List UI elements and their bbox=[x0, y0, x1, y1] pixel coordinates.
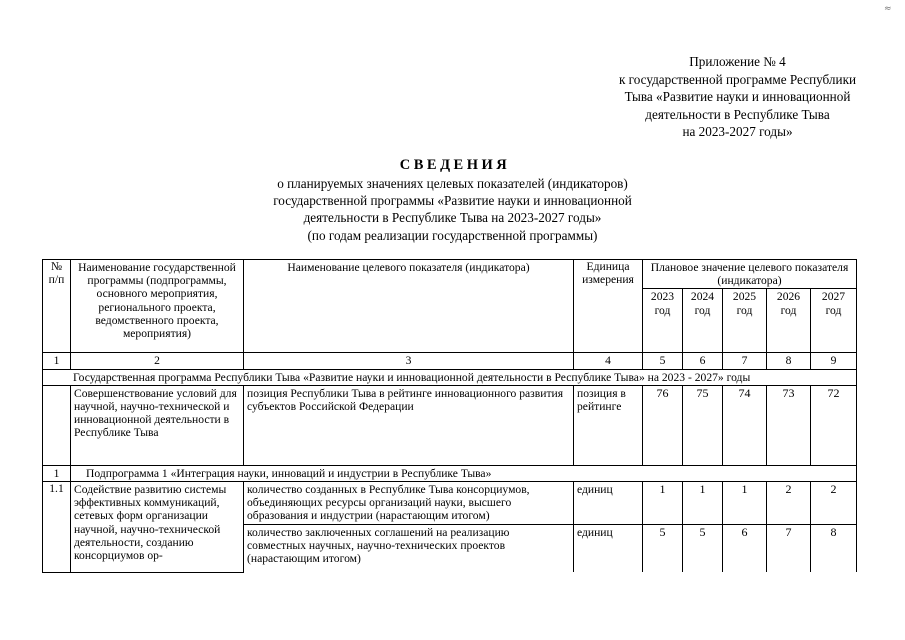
indicator-value: 2 bbox=[811, 482, 857, 525]
appendix-line: к государственной программе Республики bbox=[618, 71, 857, 87]
column-number: 9 bbox=[811, 353, 857, 369]
program-indicator-unit: позиция в рейтинге bbox=[574, 385, 643, 465]
program-title: Государственная программа Республики Тыва «Развитие науки и инновационной деятельности в Республике Тыва» на 2023 - 2027» годы bbox=[43, 369, 857, 385]
header-program: Наименование государственной программы (подпрограммы, основного мероприятия, регионального проекта, ведомственного проекта, мероприятия) bbox=[71, 260, 244, 353]
indicators-table bbox=[42, 259, 857, 573]
header-unit: Единица измерения bbox=[574, 260, 643, 353]
column-number: 5 bbox=[643, 353, 683, 369]
indicator-value: 1 bbox=[723, 482, 767, 525]
subprogram-title: Подпрограмма 1 «Интеграция науки, инноваций и индустрии в Республике Тыва» bbox=[71, 465, 857, 481]
column-number: 1 bbox=[43, 353, 71, 369]
indicator-value: 6 bbox=[723, 524, 767, 572]
program-indicator-num bbox=[43, 385, 71, 465]
subprogram-row bbox=[43, 465, 857, 481]
column-number: 8 bbox=[767, 353, 811, 369]
event-indicator: количество заключенных соглашений на реализацию совместных научных, научно-технических проектов (нарастающим итогом) bbox=[244, 524, 574, 572]
appendix-line: Тыва «Развитие науки и инновационной bbox=[624, 89, 851, 104]
indicator-value: 1 bbox=[683, 482, 723, 525]
indicator-value: 7 bbox=[767, 524, 811, 572]
column-numbers-row bbox=[43, 353, 857, 369]
document-subtitle bbox=[150, 175, 755, 244]
program-indicator-name: Совершенствование условий для научной, научно-технической и инновационной деятельности в Республике Тыва bbox=[71, 385, 244, 465]
program-indicator-row bbox=[43, 385, 857, 465]
indicator-value: 8 bbox=[811, 524, 857, 572]
event-indicator: количество созданных в Республике Тыва консорциумов, объединяющих ресурсы организаций науки, высшего образования и индустрии (нарастающим итогом) bbox=[244, 482, 574, 525]
scan-mark: ≈ bbox=[884, 4, 892, 14]
column-number: 4 bbox=[574, 353, 643, 369]
header-year: 2025 год bbox=[723, 289, 767, 353]
subtitle-line: государственной программы «Развитие науки и инновационной bbox=[273, 193, 632, 209]
event-indicator-unit: единиц bbox=[574, 524, 643, 572]
appendix-line: деятельности в Республике Тыва bbox=[645, 106, 830, 122]
appendix-line: на 2023-2027 годы» bbox=[682, 124, 793, 139]
column-number: 3 bbox=[244, 353, 574, 369]
document-title: СВЕДЕНИЯ bbox=[399, 157, 511, 173]
indicator-value: 5 bbox=[683, 524, 723, 572]
header-row bbox=[43, 260, 857, 289]
program-row bbox=[43, 369, 857, 385]
event-num: 1.1 bbox=[43, 482, 71, 573]
event-indicator-unit: единиц bbox=[574, 482, 643, 525]
appendix-block bbox=[560, 53, 905, 141]
column-number: 7 bbox=[723, 353, 767, 369]
header-year: 2024 год bbox=[683, 289, 723, 353]
column-number: 6 bbox=[683, 353, 723, 369]
column-number: 2 bbox=[71, 353, 244, 369]
indicator-value: 2 bbox=[767, 482, 811, 525]
subprogram-num: 1 bbox=[43, 465, 71, 481]
event-name: Содействие развитию системы эффективных коммуникаций, сетевых форм организации научной, научно-технической деятельности, созданию консорциумов ор- bbox=[71, 482, 244, 573]
indicator-value: 74 bbox=[723, 385, 767, 465]
header-num: № п/п bbox=[43, 260, 71, 353]
subtitle-line: деятельности в Республике Тыва на 2023-2027 годы» bbox=[303, 210, 602, 226]
header-year: 2026 год bbox=[767, 289, 811, 353]
event-indicator-row bbox=[43, 482, 857, 525]
indicator-value: 75 bbox=[683, 385, 723, 465]
header-year: 2023 год bbox=[643, 289, 683, 353]
program-indicator-indicator: позиция Республики Тыва в рейтинге инновационного развития субъектов Российской Федерации bbox=[244, 385, 574, 465]
header-planned: Плановое значение целевого показателя (индикатора) bbox=[643, 260, 857, 289]
appendix-line: Приложение № 4 bbox=[689, 54, 786, 69]
indicator-value: 76 bbox=[643, 385, 683, 465]
subtitle-line: (по годам реализации государственной программы) bbox=[307, 227, 598, 243]
indicator-value: 72 bbox=[811, 385, 857, 465]
indicator-value: 73 bbox=[767, 385, 811, 465]
indicator-value: 5 bbox=[643, 524, 683, 572]
header-year: 2027 год bbox=[811, 289, 857, 353]
header-indicator: Наименование целевого показателя (индикатора) bbox=[244, 260, 574, 353]
indicator-value: 1 bbox=[643, 482, 683, 525]
subtitle-line: о планируемых значениях целевых показателей (индикаторов) bbox=[277, 176, 628, 191]
